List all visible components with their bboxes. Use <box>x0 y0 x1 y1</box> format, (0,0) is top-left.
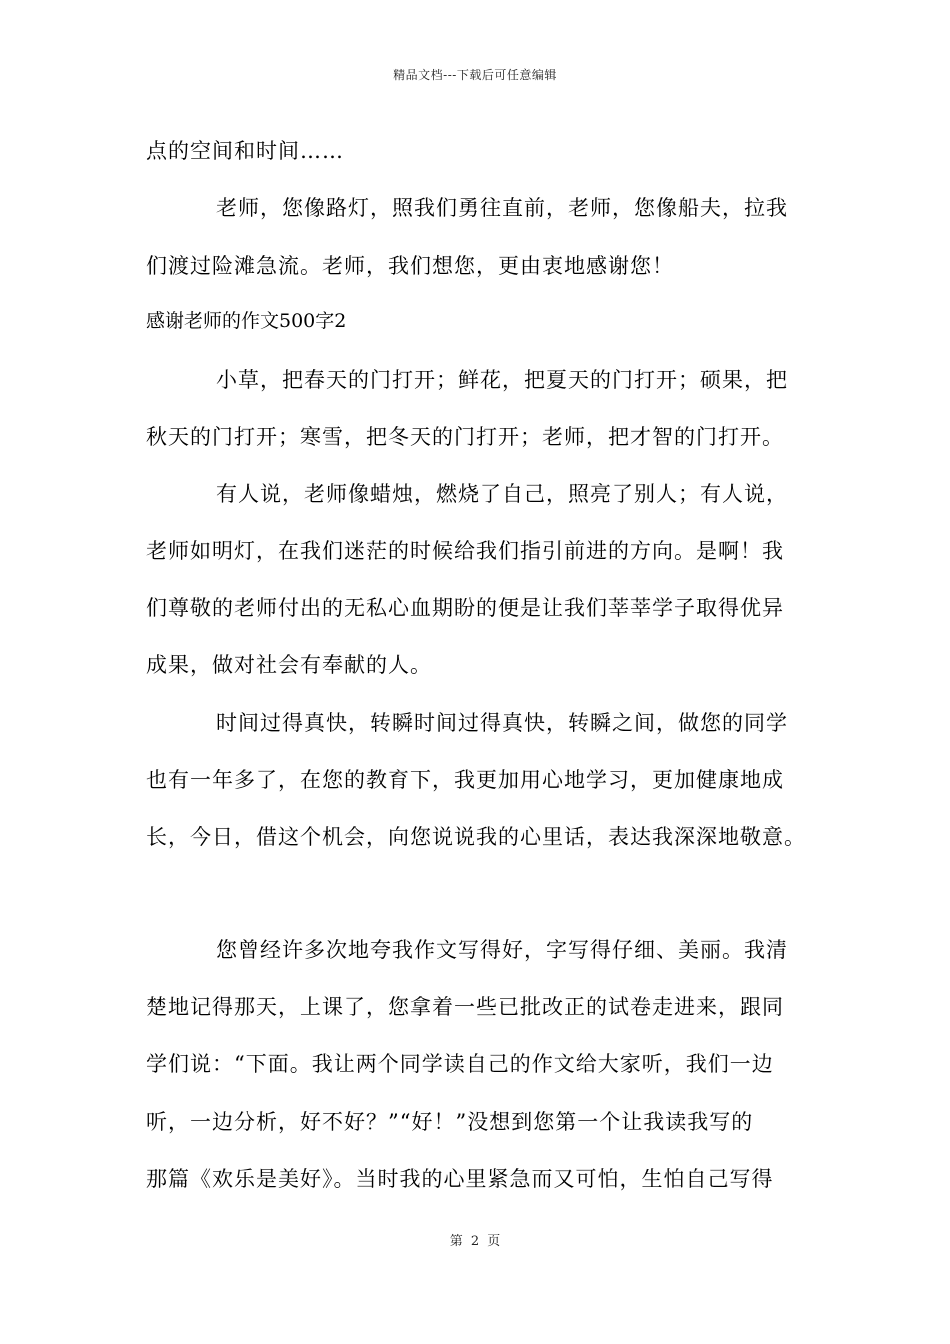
page-header: 精品文档---下载后可任意编辑 <box>393 68 557 82</box>
paragraph-start-line: 小草，把春天的门打开；鲜花，把夏天的门打开；硕果，把 <box>216 368 788 392</box>
text-line: 们尊敬的老师付出的无私心血期盼的便是让我们莘莘学子取得优异 <box>146 596 784 620</box>
text-line: 长，今日，借这个机会，向您说说我的心里话，表达我深深地敬意。 <box>146 825 806 849</box>
paragraph-start-line: 您曾经许多次地夸我作文写得好，字写得仔细、美丽。我清 <box>216 938 788 962</box>
text-line: 老师如明灯，在我们迷茫的时候给我们指引前进的方向。是啊！我 <box>146 539 784 563</box>
paragraph-start-line: 时间过得真快，转瞬时间过得真快，转瞬之间，做您的同学 <box>216 711 788 735</box>
text-line: 也有一年多了，在您的教育下，我更加用心地学习，更加健康地成 <box>146 768 784 792</box>
text-line: 成果，做对社会有奉献的人。 <box>146 653 432 677</box>
section-heading: 感谢老师的作文500字2 <box>146 310 347 332</box>
paragraph-start-line: 老师，您像路灯，照我们勇往直前，老师，您像船夫，拉我 <box>216 196 788 220</box>
paragraph-start-line: 有人说，老师像蜡烛，燃烧了自己，照亮了别人；有人说， <box>216 482 788 506</box>
text-line: 们渡过险滩急流。老师，我们想您，更由衷地感谢您！ <box>146 254 674 278</box>
text-line: 楚地记得那天，上课了，您拿着一些已批改正的试卷走进来，跟同 <box>146 995 784 1019</box>
text-line: 点的空间和时间…… <box>146 139 344 163</box>
page-number: 第 2 页 <box>449 1234 501 1249</box>
text-line: 学们说：“下面。我让两个同学读自己的作文给大家听，我们一边 <box>146 1052 774 1076</box>
text-line: 那篇《欢乐是美好》。当时我的心里紧急而又可怕，生怕自己写得 <box>146 1167 774 1191</box>
text-line: 秋天的门打开；寒雪，把冬天的门打开；老师，把才智的门打开。 <box>146 425 784 449</box>
text-line: 听，一边分析，好不好？”“好！”没想到您第一个让我读我写的 <box>146 1110 754 1134</box>
